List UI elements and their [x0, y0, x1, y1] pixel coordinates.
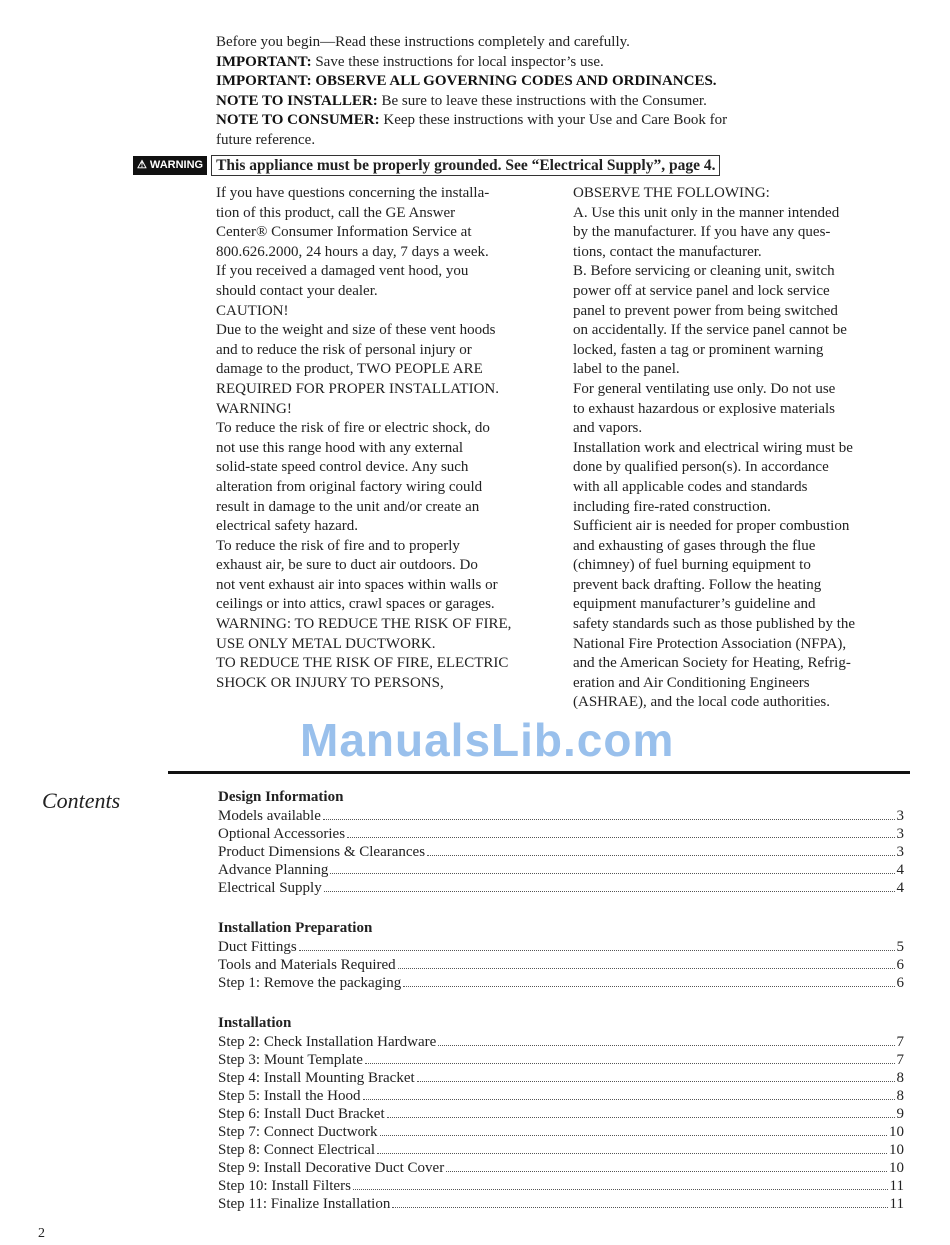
dot-leader — [446, 1171, 887, 1172]
dot-leader — [427, 855, 894, 856]
toc-entry-label: Tools and Materials Required — [218, 957, 396, 973]
toc-entry-label: Step 6: Install Duct Bracket — [218, 1106, 385, 1122]
text-line: and vapors. — [573, 420, 643, 437]
intro-text: Save these instructions for local inspector’s use. — [311, 53, 604, 70]
text-line: OBSERVE THE FOLLOWING: — [573, 185, 770, 201]
table-of-contents — [218, 788, 904, 1213]
toc-entry-page: 10 — [889, 1160, 904, 1176]
text-line: USE ONLY METAL DUCTWORK. — [216, 635, 436, 652]
toc-entry[interactable] — [218, 1105, 904, 1123]
toc-section-title: Installation Preparation — [218, 920, 373, 936]
toc-entry-label: Step 1: Remove the packaging — [218, 975, 402, 991]
intro-bold: NOTE TO INSTALLER: — [216, 92, 378, 109]
intro-line — [216, 92, 856, 112]
toc-entry-page: 7 — [896, 1034, 904, 1050]
text-line: safety standards such as those published by the — [573, 616, 856, 633]
text-line: B. Before servicing or cleaning unit, switch — [573, 263, 835, 280]
intro-line — [216, 72, 856, 92]
toc-entry[interactable] — [218, 1195, 904, 1213]
dot-leader — [324, 891, 895, 892]
toc-entry-page: 6 — [896, 975, 904, 991]
text-line: damage to the product, TWO PEOPLE ARE — [216, 361, 483, 378]
text-line: solid-state speed control device. Any such — [216, 459, 469, 476]
dot-leader — [353, 1189, 888, 1190]
dot-leader — [387, 1117, 895, 1118]
toc-entry[interactable] — [218, 843, 904, 861]
text-line: SHOCK OR INJURY TO PERSONS, — [216, 674, 444, 691]
toc-entry-page: 3 — [896, 844, 904, 860]
toc-entry-page: 9 — [896, 1106, 904, 1122]
warning-text: This appliance must be properly grounded. See “Electrical Supply”, page 4. — [211, 155, 720, 176]
text-line: by the manufacturer. If you have any ques- — [573, 224, 831, 241]
dot-leader — [330, 873, 894, 874]
warning-banner — [133, 155, 720, 176]
toc-entry[interactable] — [218, 1177, 904, 1195]
toc-entry-page: 10 — [889, 1142, 904, 1158]
text-line: tion of this product, call the GE Answer — [216, 204, 456, 221]
page-number: 2 — [38, 1226, 45, 1241]
dot-leader — [417, 1081, 895, 1082]
intro-bold: NOTE TO CONSUMER: — [216, 112, 380, 128]
toc-entry-page: 8 — [896, 1088, 904, 1104]
dot-leader — [380, 1135, 887, 1136]
toc-entry[interactable] — [218, 825, 904, 843]
text-line: on accidentally. If the service panel cannot be — [573, 322, 847, 339]
toc-entry[interactable] — [218, 1051, 904, 1069]
toc-entry-label: Step 2: Check Installation Hardware — [218, 1034, 437, 1050]
text-line: To reduce the risk of fire or electric shock, do — [216, 420, 490, 437]
spacer — [218, 897, 904, 919]
text-line: done by qualified person(s). In accordance — [573, 459, 829, 476]
text-line: panel to prevent power from being switched — [573, 302, 838, 319]
text-line: For general ventilating use only. Do not use — [573, 380, 836, 397]
toc-entry-label: Product Dimensions & Clearances — [218, 844, 426, 860]
toc-entry[interactable] — [218, 1159, 904, 1177]
toc-entry[interactable] — [218, 1069, 904, 1087]
toc-entry-label: Step 8: Connect Electrical — [218, 1142, 376, 1158]
dot-leader — [377, 1153, 887, 1154]
toc-entry-label: Step 9: Install Decorative Duct Cover — [218, 1160, 445, 1176]
toc-entry[interactable] — [218, 1141, 904, 1159]
toc-entry-label: Electrical Supply — [218, 880, 322, 896]
dot-leader — [365, 1063, 895, 1064]
toc-entry-label: Models available — [218, 808, 321, 824]
toc-entry-page: 3 — [896, 808, 904, 824]
intro-bold: IMPORTANT: — [216, 53, 312, 70]
text-line: Due to the weight and size of these vent hoods — [216, 322, 496, 339]
text-line: and to reduce the risk of personal injury or — [216, 341, 472, 358]
toc-entry-label: Duct Fittings — [218, 939, 297, 955]
intro-bold: IMPORTANT: OBSERVE ALL GOVERNING CODES AND ORDINANCES. — [216, 73, 717, 89]
right-column — [573, 184, 933, 713]
toc-entry[interactable] — [218, 861, 904, 879]
text-line: alteration from original factory wiring could — [216, 478, 483, 495]
contents-heading: Contents — [42, 788, 121, 813]
toc-entry[interactable] — [218, 1033, 904, 1051]
intro-line — [216, 53, 856, 73]
toc-entry-page: 4 — [896, 880, 904, 896]
toc-entry[interactable] — [218, 807, 904, 825]
text-line: equipment manufacturer’s guideline and — [573, 596, 816, 613]
text-line: National Fire Protection Association (NFPA), — [573, 635, 847, 652]
toc-entry-page: 11 — [889, 1178, 904, 1194]
toc-entry-page: 10 — [889, 1124, 904, 1140]
intro-line — [216, 131, 856, 151]
text-line: locked, fasten a tag or prominent warning — [573, 341, 824, 358]
text-line: Center® Consumer Information Service at — [216, 224, 472, 241]
text-line: result in damage to the unit and/or create an — [216, 498, 480, 515]
text-line: tions, contact the manufacturer. — [573, 243, 762, 260]
dot-leader — [403, 986, 894, 987]
toc-entry[interactable] — [218, 938, 904, 956]
dot-leader — [392, 1207, 887, 1208]
intro-line — [216, 33, 856, 53]
warning-icon: ⚠ WARNING — [133, 156, 207, 175]
text-line: If you received a damaged vent hood, you — [216, 263, 469, 280]
toc-entry[interactable] — [218, 879, 904, 897]
text-line: 800.626.2000, 24 hours a day, 7 days a week. — [216, 243, 489, 260]
text-line: and the American Society for Heating, Refrig- — [573, 655, 851, 672]
intro-text: Keep these instructions with your Use and Care Book for — [379, 112, 728, 128]
text-line: ceilings or into attics, crawl spaces or garages. — [216, 596, 495, 613]
toc-entry[interactable] — [218, 974, 904, 992]
intro-line — [216, 111, 856, 131]
toc-entry-label: Step 4: Install Mounting Bracket — [218, 1070, 415, 1086]
text-line: TO REDUCE THE RISK OF FIRE, ELECTRIC — [216, 655, 509, 672]
toc-entry-label: Step 7: Connect Ductwork — [218, 1124, 378, 1140]
toc-entry-page: 7 — [896, 1052, 904, 1068]
text-line: eration and Air Conditioning Engineers — [573, 674, 810, 691]
text-line: and exhausting of gases through the flue — [573, 537, 816, 554]
text-line: REQUIRED FOR PROPER INSTALLATION. — [216, 380, 499, 397]
text-line: WARNING! — [216, 400, 292, 417]
toc-entry-label: Optional Accessories — [218, 826, 346, 842]
toc-entry-page: 6 — [896, 957, 904, 973]
toc-entry[interactable] — [218, 1123, 904, 1141]
text-line: WARNING: TO REDUCE THE RISK OF FIRE, — [216, 616, 512, 633]
toc-entry-page: 8 — [896, 1070, 904, 1086]
toc-entry-label: Advance Planning — [218, 862, 329, 878]
text-line: should contact your dealer. — [216, 282, 378, 299]
text-line: label to the panel. — [573, 361, 680, 378]
toc-entry-page: 5 — [896, 939, 904, 955]
text-line: electrical safety hazard. — [216, 518, 358, 535]
text-line: not vent exhaust air into spaces within walls or — [216, 576, 498, 593]
text-line: To reduce the risk of fire and to properly — [216, 537, 460, 554]
intro-text: future reference. — [216, 131, 316, 148]
left-column — [216, 184, 561, 693]
watermark: ManualsLib.com — [300, 714, 675, 766]
text-line: including fire-rated construction. — [573, 498, 771, 515]
toc-entry-label: Step 3: Mount Template — [218, 1052, 363, 1068]
text-line: not use this range hood with any external — [216, 439, 464, 456]
toc-entry-page: 3 — [896, 826, 904, 842]
toc-entry-label: Step 10: Install Filters — [218, 1178, 351, 1194]
text-line: (chimney) of fuel burning equipment to — [573, 557, 811, 574]
text-line: with all applicable codes and standards — [573, 478, 808, 495]
toc-section-title: Design Information — [218, 789, 344, 805]
text-line: Sufficient air is needed for proper combustion — [573, 518, 850, 535]
toc-entry-label: Step 5: Install the Hood — [218, 1088, 361, 1104]
text-line: prevent back drafting. Follow the heating — [573, 576, 822, 593]
text-line: to exhaust hazardous or explosive materials — [573, 400, 836, 417]
text-line: power off at service panel and lock service — [573, 282, 830, 299]
toc-entry[interactable] — [218, 956, 904, 974]
text-line: If you have questions concerning the installa- — [216, 185, 490, 201]
toc-entry-page: 11 — [889, 1196, 904, 1212]
dot-leader — [363, 1099, 895, 1100]
intro-notes — [216, 33, 856, 150]
dot-leader — [398, 968, 895, 969]
intro-text: Be sure to leave these instructions with the Consumer. — [377, 92, 707, 109]
dot-leader — [299, 950, 895, 951]
divider — [168, 771, 910, 774]
intro-text: Before you begin—Read these instructions completely and carefully. — [216, 34, 630, 50]
dot-leader — [438, 1045, 894, 1046]
text-line: exhaust air, be sure to duct air outdoors. Do — [216, 557, 478, 574]
dot-leader — [323, 819, 895, 820]
text-line: CAUTION! — [216, 302, 289, 319]
toc-entry-label: Step 11: Finalize Installation — [218, 1196, 391, 1212]
spacer — [218, 992, 904, 1014]
toc-entry[interactable] — [218, 1087, 904, 1105]
text-line: Installation work and electrical wiring must be — [573, 439, 853, 456]
toc-section-title: Installation — [218, 1015, 292, 1031]
text-line: (ASHRAE), and the local code authorities. — [573, 694, 831, 711]
dot-leader — [347, 837, 894, 838]
toc-entry-page: 4 — [896, 862, 904, 878]
text-line: A. Use this unit only in the manner intended — [573, 204, 840, 221]
